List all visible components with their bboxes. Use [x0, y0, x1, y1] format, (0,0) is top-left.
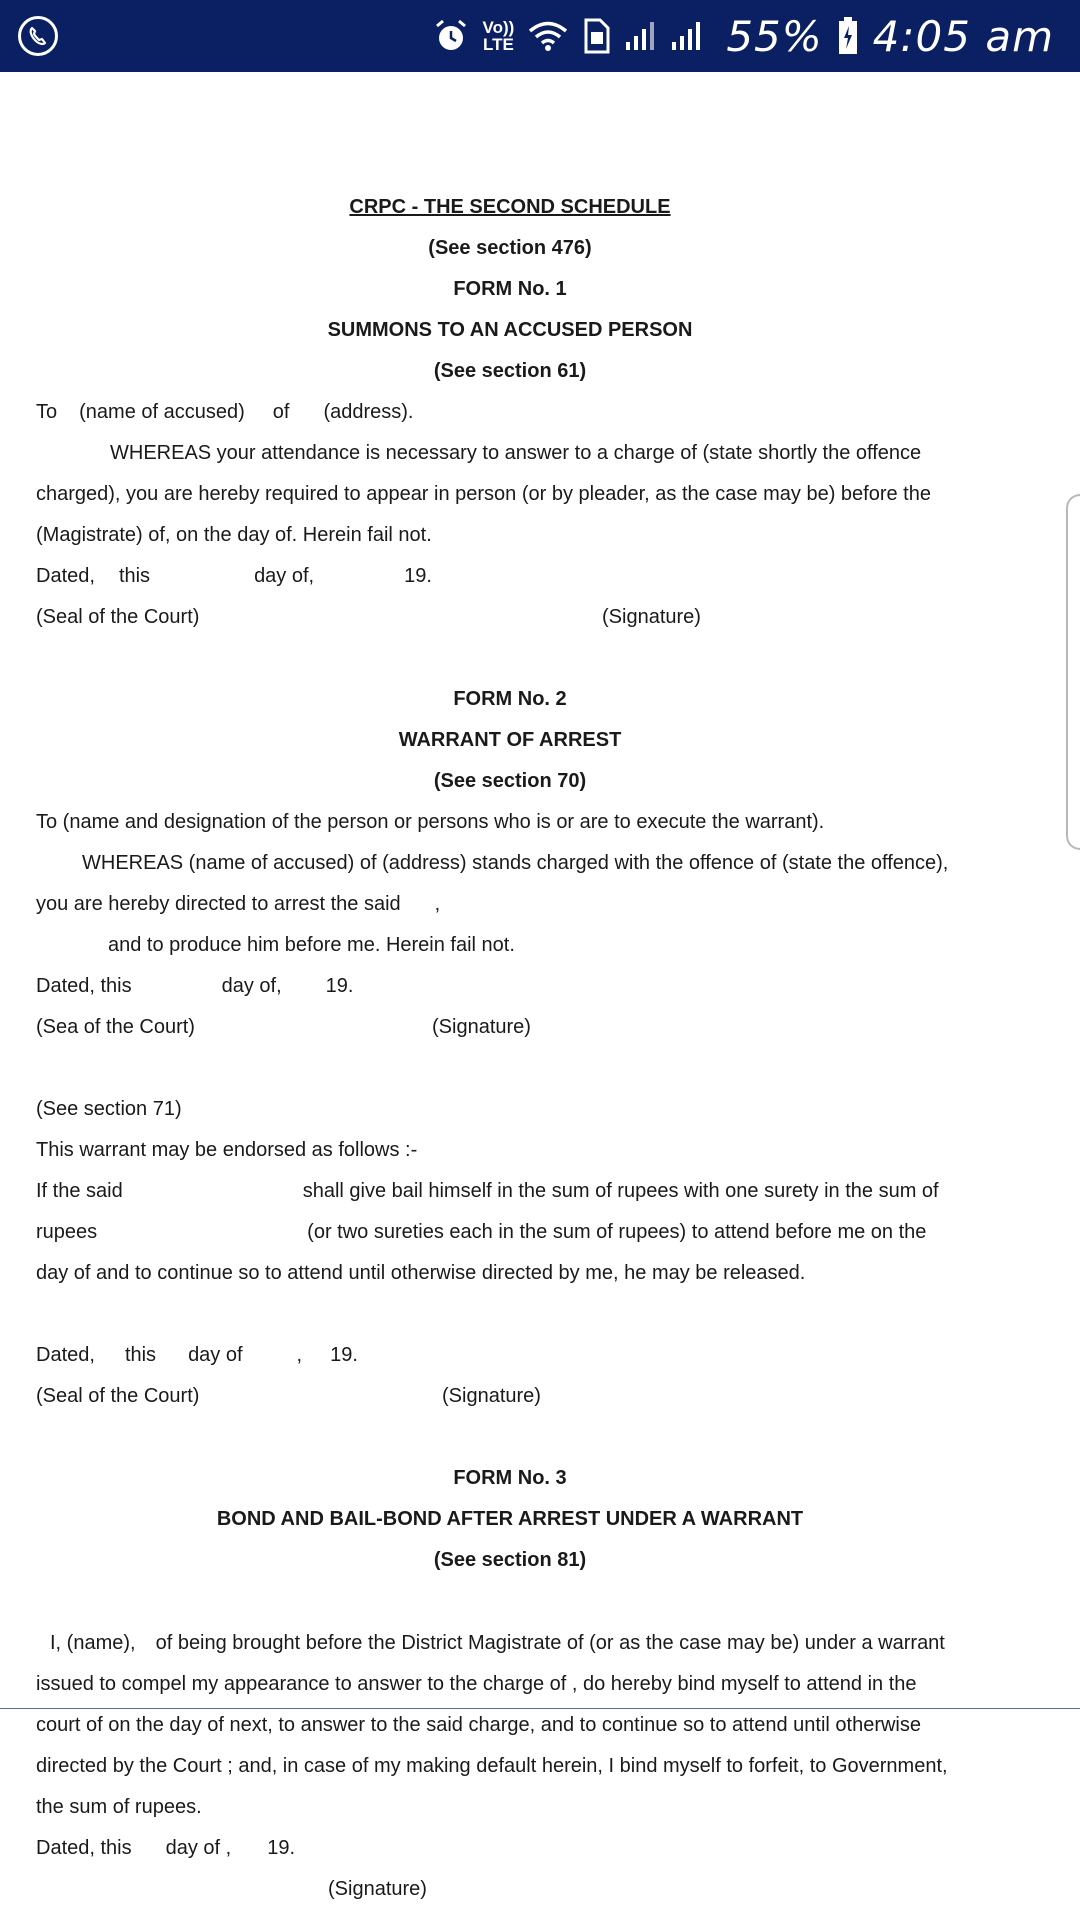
- endorsement-signature: (Signature): [442, 1385, 541, 1407]
- form1-signature: (Signature): [602, 606, 701, 628]
- form2-seal: (Sea of the Court): [36, 1016, 195, 1038]
- form1-title: SUMMONS TO AN ACCUSED PERSON: [327, 319, 693, 341]
- form2-number: FORM No. 2: [453, 688, 567, 710]
- form3-body-line: issued to compel my appearance to answer to the charge of , do hereby bind myself to attend in the: [36, 1673, 917, 1695]
- form1-dated-line: Dated, this day of, 19.: [36, 565, 432, 587]
- form3-signature: (Signature): [328, 1878, 427, 1900]
- form3-body-line: I, (name), of being brought before the District Magistrate of (or as the case may be) under a warrant: [50, 1632, 945, 1654]
- volte-icon: Vo)) LTE: [482, 18, 515, 54]
- form2-to-line: To (name and designation of the person or persons who is or are to execute the warrant).: [36, 811, 825, 833]
- endorsement-line: If the said shall give bail himself in the sum of rupees with one surety in the sum of: [36, 1180, 939, 1202]
- form3-dated-line: Dated, this day of , 19.: [36, 1837, 296, 1859]
- battery-percent: 55%: [726, 11, 823, 61]
- signal-icon: [624, 20, 712, 52]
- form1-body-line: (Magistrate) of, on the day of. Herein fail not.: [36, 524, 432, 546]
- form1-section-ref: (See section 61): [433, 360, 587, 382]
- form3-number: FORM No. 3: [453, 1467, 567, 1489]
- schedule-section-ref: (See section 476): [428, 237, 592, 259]
- form1-number: FORM No. 1: [453, 278, 567, 300]
- wifi-icon: [528, 20, 568, 52]
- page-break-divider: [0, 1708, 1080, 1709]
- phone-call-icon: [18, 16, 58, 56]
- endorsement-seal: (Seal of the Court): [36, 1385, 200, 1407]
- alarm-icon: [433, 18, 469, 54]
- form3-section-ref: (See section 81): [433, 1549, 587, 1571]
- sim-icon: [582, 18, 610, 54]
- form3-title: BOND AND BAIL-BOND AFTER ARREST UNDER A WARRANT: [216, 1508, 804, 1530]
- form2-body-line: and to produce him before me. Herein fail not.: [108, 934, 515, 956]
- status-bar: [0, 0, 1080, 72]
- endorsement-line: rupees (or two sureties each in the sum of rupees) to attend before me on the: [36, 1221, 927, 1243]
- form1-to-line: To (name of accused) of (address).: [36, 401, 414, 423]
- clock: 4:05 am: [872, 11, 1054, 61]
- battery-charging-icon: [837, 16, 859, 56]
- form3-body-line: the sum of rupees.: [36, 1796, 202, 1818]
- form2-body-line: WHEREAS (name of accused) of (address) stands charged with the offence of (state the offence),: [82, 852, 949, 874]
- endorsement-intro: This warrant may be endorsed as follows :-: [36, 1139, 418, 1161]
- form1-body-line: charged), you are hereby required to appear in person (or by pleader, as the case may be) before the: [36, 483, 931, 505]
- form1-body-line: WHEREAS your attendance is necessary to answer to a charge of (state shortly the offence: [110, 442, 922, 464]
- form1-seal: (Seal of the Court): [36, 606, 200, 628]
- form2-section-ref: (See section 70): [433, 770, 587, 792]
- endorsement-section-ref: (See section 71): [36, 1098, 182, 1120]
- fast-scroll-handle[interactable]: [1066, 494, 1080, 850]
- schedule-title: CRPC - THE SECOND SCHEDULE: [349, 196, 671, 218]
- form2-body-line: you are hereby directed to arrest the said ,: [36, 893, 441, 915]
- document-page: [0, 72, 1080, 1920]
- form3-body-line: court of on the day of next, to answer to the said charge, and to continue so to attend until otherwise: [36, 1714, 921, 1736]
- form2-title: WARRANT OF ARREST: [398, 729, 622, 751]
- endorsement-line: day of and to continue so to attend until otherwise directed by me, he may be released.: [36, 1262, 806, 1284]
- endorsement-dated-line: Dated, this day of , 19.: [36, 1344, 358, 1366]
- form2-signature: (Signature): [432, 1016, 531, 1038]
- form2-dated-line: Dated, this day of, 19.: [36, 975, 354, 997]
- form3-body-line: directed by the Court ; and, in case of my making default herein, I bind myself to forfeit, to Government,: [36, 1755, 948, 1777]
